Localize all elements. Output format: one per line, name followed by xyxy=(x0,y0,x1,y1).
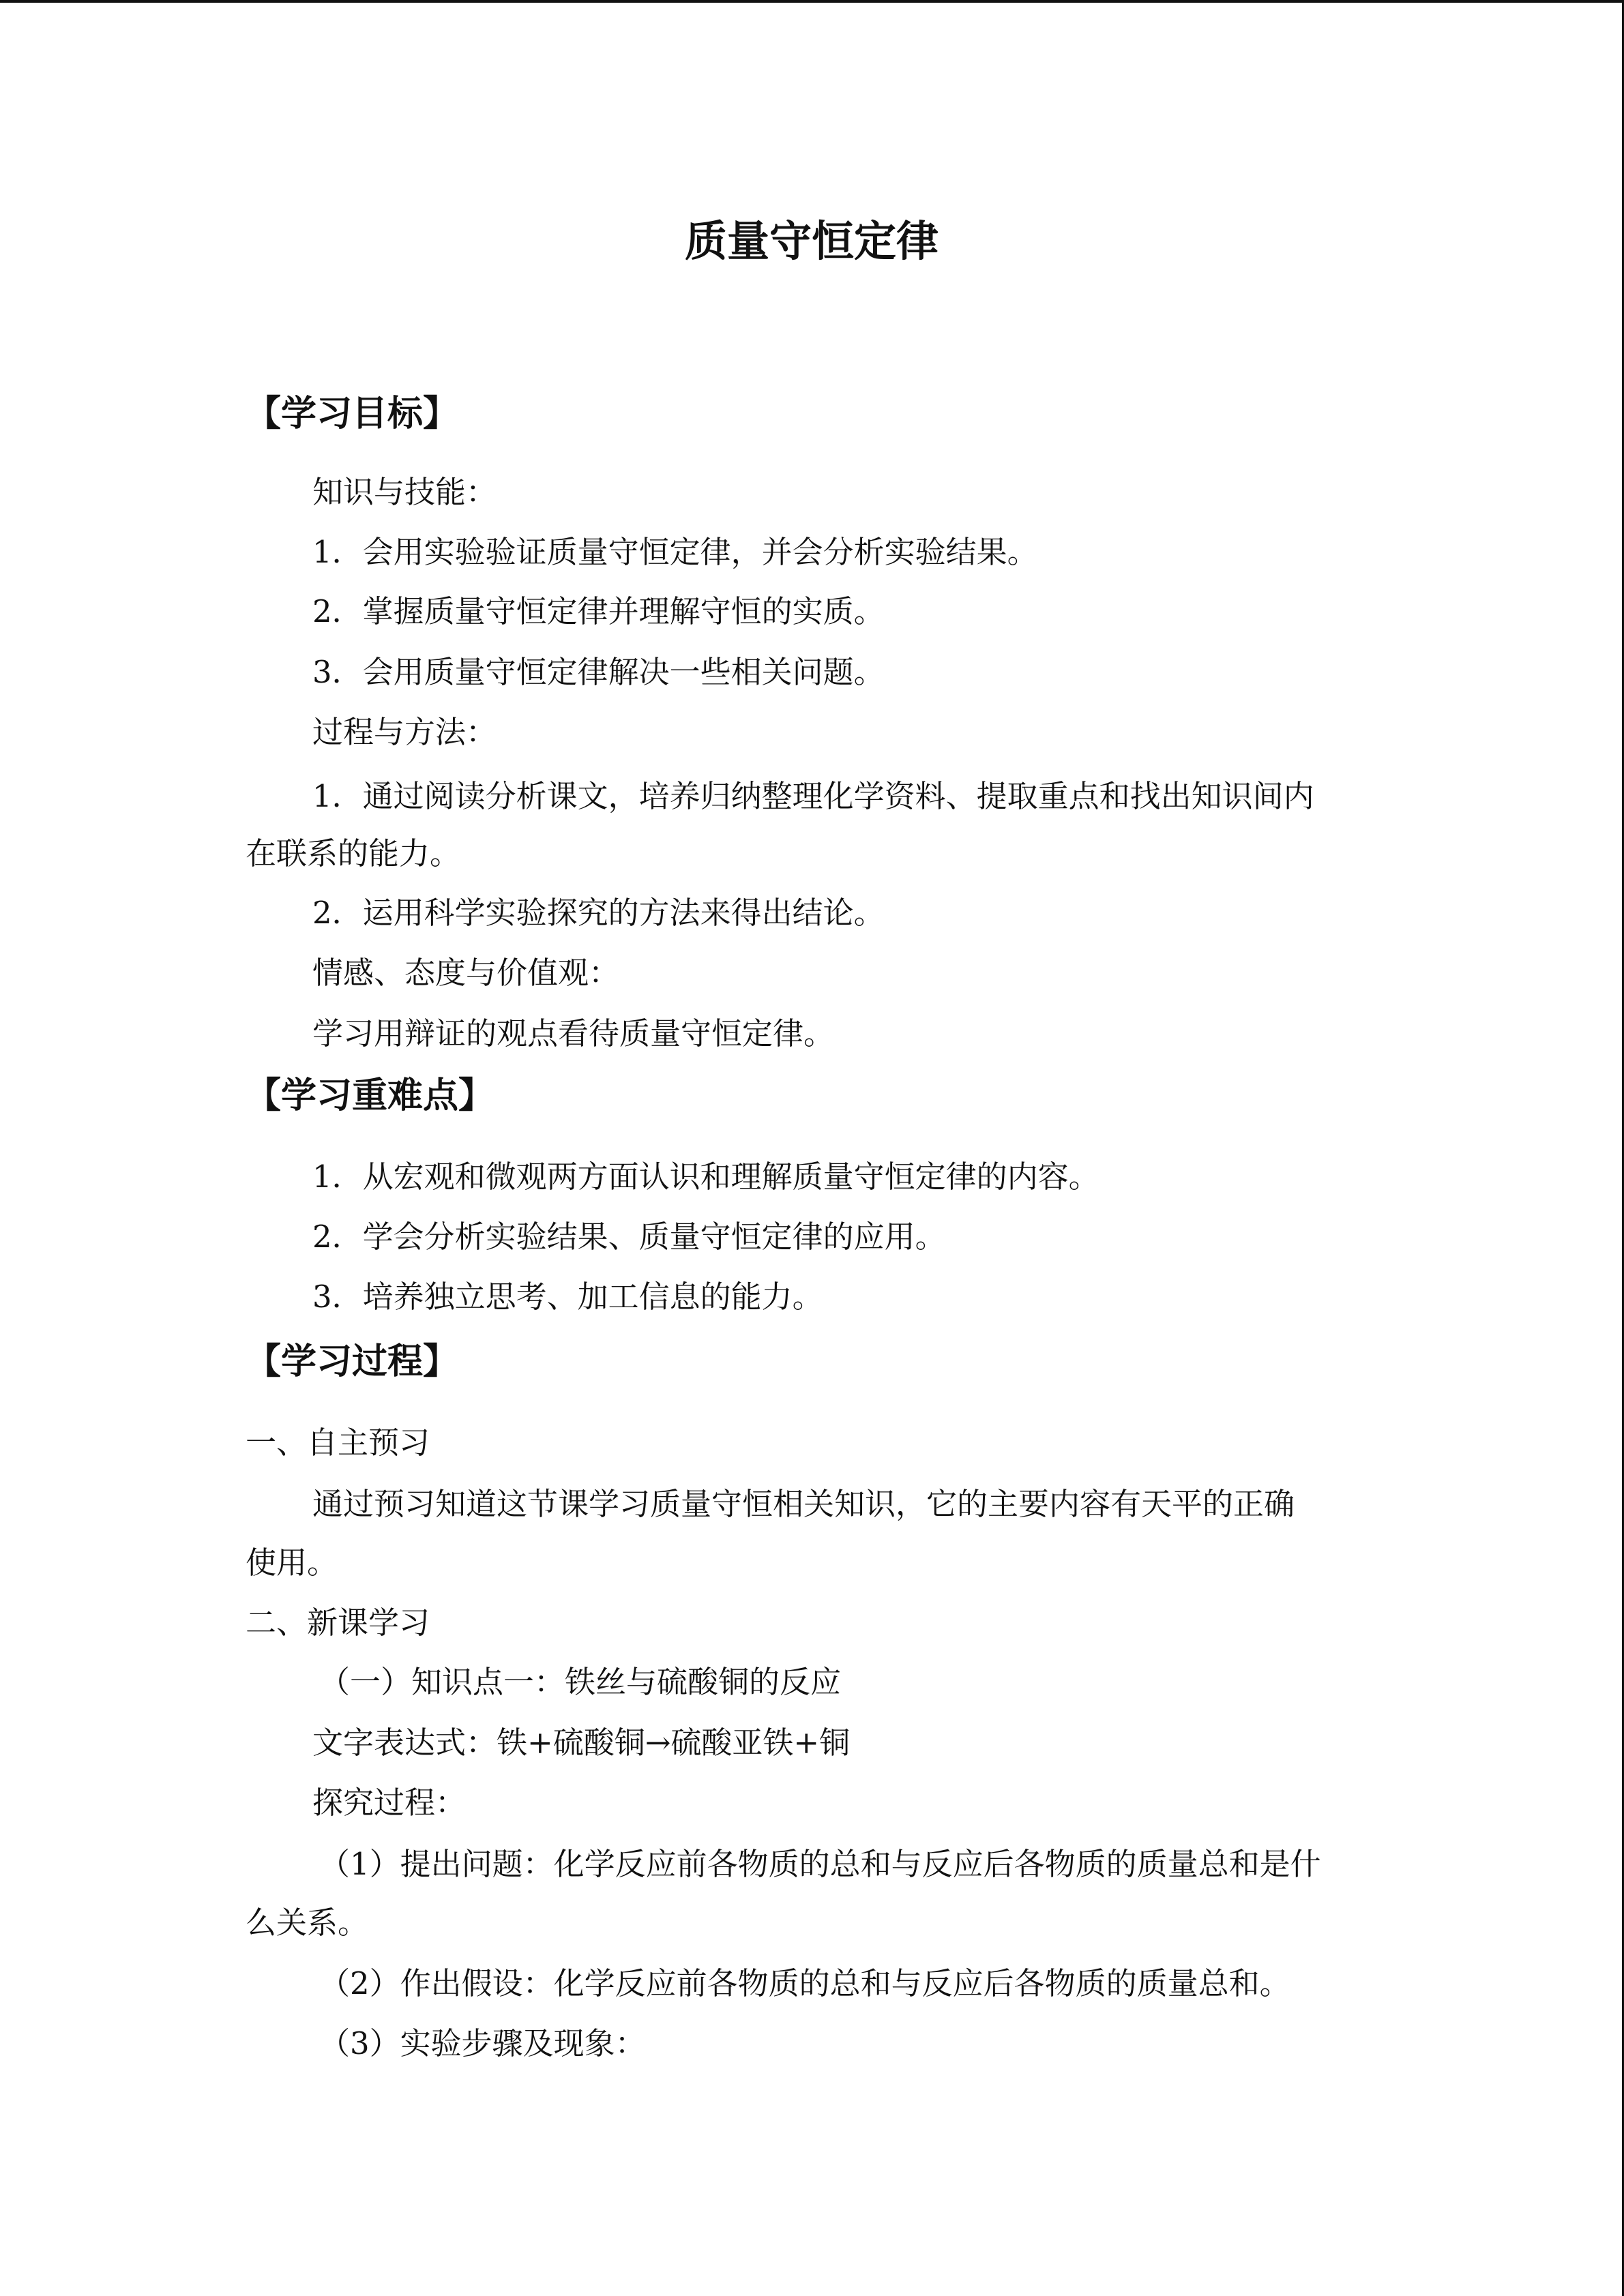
objective-knowledge-1: 1．会用实验验证质量守恒定律，并会分析实验结果。 xyxy=(312,534,1038,570)
word-equation: 文字表达式：铁+硫酸铜→硫酸亚铁+铜 xyxy=(312,1725,851,1761)
process-part-1-heading: 一、自主预习 xyxy=(246,1425,430,1461)
objective-process-1-line2: 在联系的能力。 xyxy=(246,835,461,871)
section-heading-objectives: 【学习目标】 xyxy=(246,393,459,434)
step-1-line2: 么关系。 xyxy=(246,1905,369,1941)
objective-process-1-line1: 1．通过阅读分析课文，培养归纳整理化学资料、提取重点和找出知识间内 xyxy=(312,778,1314,814)
key-point-1: 1．从宏观和微观两方面认识和理解质量守恒定律的内容。 xyxy=(312,1159,1099,1195)
section-heading-key-points: 【学习重难点】 xyxy=(246,1075,494,1116)
knowledge-point-1: （一）知识点一：铁丝与硫酸铜的反应 xyxy=(319,1664,842,1700)
step-2: （2）作出假设：化学反应前各物质的总和与反应后各物质的质量总和。 xyxy=(319,1965,1290,2001)
key-point-2: 2．学会分析实验结果、质量守恒定律的应用。 xyxy=(312,1219,946,1255)
preview-text-line2: 使用。 xyxy=(246,1545,338,1581)
preview-text-line1: 通过预习知道这节课学习质量守恒相关知识，它的主要内容有天平的正确 xyxy=(312,1486,1295,1522)
knowledge-heading: 知识与技能： xyxy=(312,474,497,510)
objective-knowledge-2: 2．掌握质量守恒定律并理解守恒的实质。 xyxy=(312,593,885,629)
emotion-heading: 情感、态度与价值观： xyxy=(312,955,620,991)
step-3: （3）实验步骤及现象： xyxy=(319,2025,646,2061)
key-point-3: 3．培养独立思考、加工信息的能力。 xyxy=(312,1279,823,1315)
objective-process-2: 2．运用科学实验探究的方法来得出结论。 xyxy=(312,895,885,931)
objective-knowledge-3: 3．会用质量守恒定律解决一些相关问题。 xyxy=(312,654,885,690)
document-title: 质量守恒定律 xyxy=(684,216,939,266)
objective-emotion-1: 学习用辩证的观点看待质量守恒定律。 xyxy=(312,1015,835,1052)
process-method-heading: 过程与方法： xyxy=(312,714,497,750)
process-part-2-heading: 二、新课学习 xyxy=(246,1605,430,1641)
explore-heading: 探究过程： xyxy=(312,1785,467,1821)
section-heading-process: 【学习过程】 xyxy=(246,1341,459,1382)
step-1-line1: （1）提出问题：化学反应前各物质的总和与反应后各物质的质量总和是什 xyxy=(319,1846,1321,1882)
